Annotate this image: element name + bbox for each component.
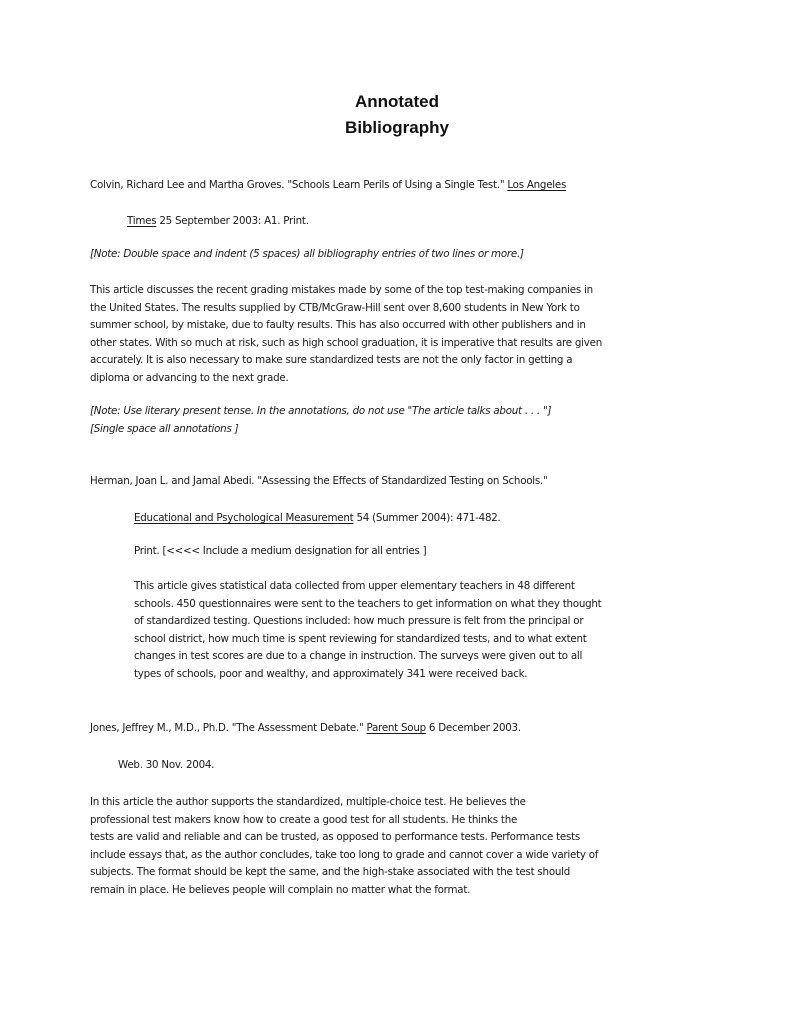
citation-text: 6 December 2003. xyxy=(425,722,521,734)
entry-1-citation-line-1 xyxy=(90,176,566,194)
annotation-line: remain in place. He believes people will complain no matter what the format. xyxy=(90,883,471,896)
entry-3-annotation xyxy=(90,794,598,900)
title-line-1: Annotated xyxy=(354,92,440,111)
source-title: Times xyxy=(127,215,157,227)
annotation-line: diploma or advancing to the next grade. xyxy=(90,371,289,384)
citation-text: 54 (Summer 2004): 471-482. xyxy=(353,512,501,524)
entry-1-note: [Note: Double space and indent (5 spaces) all bibliography entries of two lines or more.] xyxy=(90,248,524,260)
citation-text: Colvin, Richard Lee and Martha Groves. "Schools Learn Perils of Using a Single Test." xyxy=(90,179,508,191)
annotation-line: types of schools, poor and wealthy, and approximately 341 were received back. xyxy=(134,667,528,680)
annotation-line: of standardized testing. Questions included: how much pressure is felt from the principal or xyxy=(134,615,584,628)
annotation-line: schools. 450 questionnaires were sent to the teachers to get information on what they thought xyxy=(134,597,602,610)
annotation-line: school district, how much time is spent reviewing for standardized tests, and to what extent xyxy=(134,632,587,645)
annotation-line: This article gives statistical data collected from upper elementary teachers in 48 different xyxy=(134,580,575,592)
annotation-line: include essays that, as the author concludes, take too long to grade and cannot cover a wide variety of xyxy=(90,848,599,861)
annotation-line: other states. With so much at risk, such as high school graduation, it is imperative that results are given xyxy=(90,336,602,349)
entry-2-citation-line-2 xyxy=(134,509,501,527)
citation-text: Jones, Jeffrey M., M.D., Ph.D. "The Assessment Debate." xyxy=(90,722,367,734)
entry-2-citation-line-3 xyxy=(134,542,426,560)
entry-1-annotation xyxy=(90,282,602,388)
source-title: Parent Soup xyxy=(366,722,426,734)
entry-1-note-2-line-1: [Note: Use literary present tense. In the annotations, do not use "The article talks about . . . "] xyxy=(90,405,552,417)
source-title: Los Angeles xyxy=(507,179,567,191)
annotation-line: professional test makers know how to create a good test for all students. He thinks the xyxy=(90,813,518,826)
entry-2-annotation xyxy=(134,578,601,684)
entry-1-note-2-line-2: [Single space all annotations ] xyxy=(90,423,239,435)
entry-3-citation-line-2: Web. 30 Nov. 2004. xyxy=(118,759,215,771)
source-title: Educational and Psychological Measurement xyxy=(134,512,354,524)
annotation-line: the United States. The results supplied by CTB/McGraw-Hill sent over 8,600 students in New York to xyxy=(90,301,580,314)
title-line-2: Bibliography xyxy=(345,118,449,137)
medium-note: [<<<< Include a medium designation for all entries ] xyxy=(162,545,427,557)
entry-1-citation-line-2 xyxy=(127,212,309,230)
annotation-line: In this article the author supports the standardized, multiple-choice test. He believes the xyxy=(90,796,526,808)
annotation-line: summer school, by mistake, due to faulty results. This has also occurred with other publishers and in xyxy=(90,319,586,332)
annotation-line: subjects. The format should be kept the same, and the high-stake associated with the test should xyxy=(90,866,571,879)
annotation-line: tests are valid and reliable and can be trusted, as opposed to performance tests. Performance tests xyxy=(90,831,581,844)
annotation-line: accurately. It is also necessary to make sure standardized tests are not the only factor in getting a xyxy=(90,354,573,367)
entry-3-citation-line-1 xyxy=(90,719,521,737)
annotation-line: changes in test scores are due to a change in instruction. The surveys were given out to all xyxy=(134,650,583,663)
citation-text: 25 September 2003: A1. Print. xyxy=(156,215,309,227)
entry-2-citation-line-1: Herman, Joan L. and Jamal Abedi. "Assessing the Effects of Standardized Testing on Schools." xyxy=(90,475,548,487)
citation-text: Print. xyxy=(134,545,163,557)
annotation-line: This article discusses the recent grading mistakes made by some of the top test-making companies in xyxy=(90,284,593,296)
